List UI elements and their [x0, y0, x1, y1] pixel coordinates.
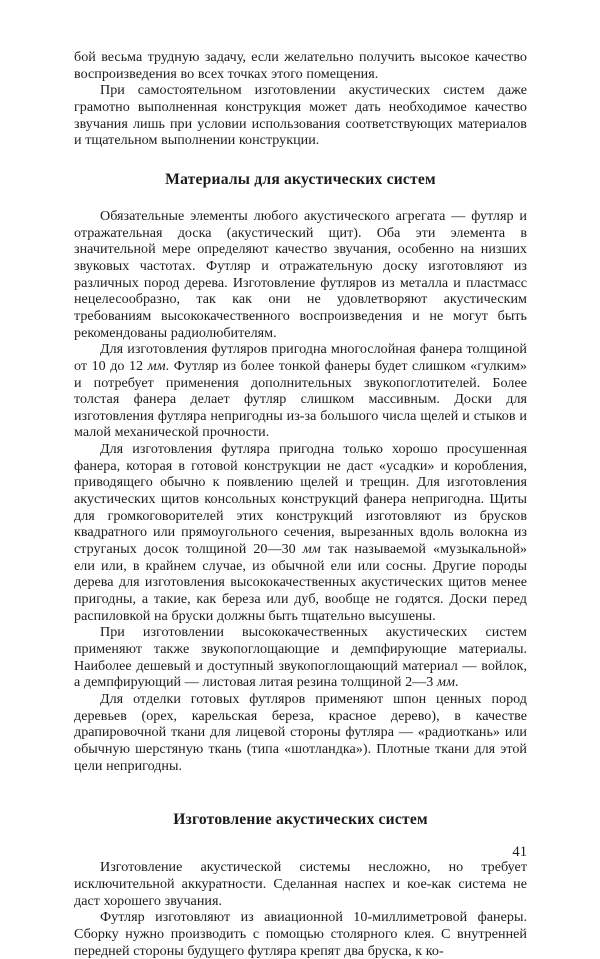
page-number: 41	[512, 844, 527, 860]
paragraph-absorbing-part-a: При изготовлении высококачественных акустических систем применяют также звукопоглощающие и демпфирующие материалы. Наиболее дешевый и доступный звукопоглощающий материал — войлок, а демпфирующий — листовая литая резина толщиной 2—3	[74, 624, 527, 691]
paragraph-mandatory-elements: Обязательные элементы любого акустического агрегата — футляр и отражательная доска (акустический щит). Оба эти элемента в значительной мере определяют качество звучания, особенно на низших звуковых частотах. Футляр и отражательную доску изготовляют из различных пород дерева. Изготовление футляров из металла и пластмасс нецелесообразно, так как они не удовлетворяют акустическим требованиям высококачественного воспроизведения и не могут быть рекомендованы радиолюбителям.	[74, 207, 527, 341]
unit-millimeters-1: мм	[147, 357, 166, 374]
section-heading-materials: Материалы для акустических систем	[165, 170, 436, 188]
paragraph-dry-plywood-and-battens	[74, 441, 527, 624]
paragraph-aviation-plywood-assembly: Футляр изготовляют из авиационной 10-миллиметровой фанеры. Сборку нужно производить с помощью столярного клея. С внутренней передней стороны будущего футляра крепят два бруска, к ко-	[74, 909, 527, 959]
spacer-above-heading-two	[74, 774, 527, 811]
paragraph-absorbing-damping-materials	[74, 624, 527, 691]
paragraph-continued-from-previous-page: бой весьма трудную задачу, если желательно получить высокое качество воспроизведения во всех точках этого помещения.	[74, 49, 527, 82]
spacer-above-heading-one	[74, 149, 527, 171]
paragraph-accuracy-required: Изготовление акустической системы несложно, но требует исключительной аккуратности. Сделанная наспех и кое-как система не даст хорошего звучания.	[74, 859, 527, 909]
spacer-below-heading-one	[74, 189, 527, 208]
paragraph-veneer-and-fabric: Для отделки готовых футляров применяют шпон ценных пород деревьев (орех, карельская береза, красное дерево), в качестве драпировочной ткани для лицевой стороны футляра — «радиоткань» или обычную шерстяную ткань (типа «шотландка»). Плотные ткани для этой цели непригодны.	[74, 690, 527, 774]
paragraph-dry-plywood-part-b: так называемой «музыкальной» ели или, в крайнем случае, из обычной ели или сосны. Другие породы дерева для изготовления высококачественных акустических щитов менее пригодны, а такие, как береза или дуб, вообще не годятся. Доски перед распиловкой на бруски должны быть тщательно высушены.	[74, 541, 527, 624]
unit-millimeters-3: мм	[436, 674, 456, 691]
unit-millimeters-2: мм	[302, 541, 321, 558]
paragraph-absorbing-part-b: .	[455, 674, 459, 691]
paragraph-plywood-thickness	[74, 341, 527, 441]
paragraph-plywood-thickness-part-a: Для изготовления футляров пригодна многослойная фанера толщиной от 10 до 12	[74, 341, 527, 374]
paragraph-self-build-quality: При самостоятельном изготовлении акустических систем даже грамотно выполненная конструкция может дать необходимое качество звучания лишь при условии использования соответствующих материалов и тщательном выполнении конструкции.	[74, 82, 527, 149]
section-heading-manufacturing: Изготовление акустических систем	[173, 811, 428, 829]
paragraph-plywood-thickness-part-b: . Футляр из более тонкой фанеры будет слишком «гулким» и потребует применения дополнительных звукопоглотителей. Более толстая фанера делает футляр слишком массивным. Доски для изготовления футляра непригодны из-за большого числа щелей и стыков и малой механической прочности.	[74, 357, 527, 441]
paragraph-dry-plywood-part-a: Для изготовления футляра пригодна только хорошо просушенная фанера, которая в готовой конструкции не даст «усадки» и коробления, приводящего обычно к появлению щелей и трещин. Для изготовления акустических щитов консольных конструкций фанера непригодна. Щиты для громкоговорителей этих конструкций изготовляют из брусков квадратного или прямоугольного сечения, вырезанных вдоль волокна из струганых досок толщиной 20—30	[74, 441, 527, 558]
page-text-block	[74, 49, 527, 959]
